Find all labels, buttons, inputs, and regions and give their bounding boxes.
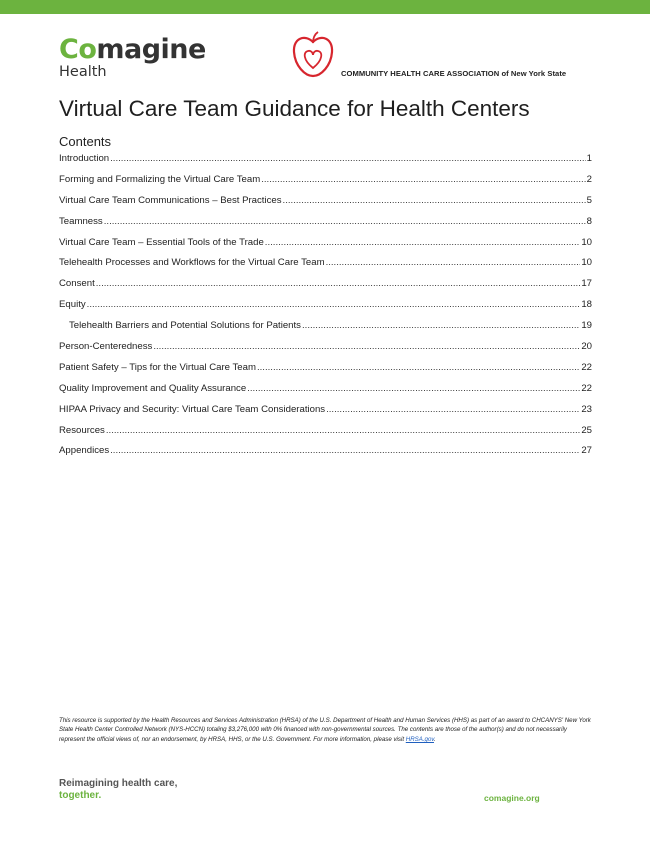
toc-entry-page: 27 [581, 445, 592, 457]
table-of-contents [59, 153, 592, 466]
toc-dot-leader [96, 278, 581, 289]
toc-dot-leader [153, 341, 580, 352]
toc-entry-page: 25 [581, 424, 592, 436]
toc-entry[interactable] [59, 153, 592, 174]
toc-entry[interactable] [59, 320, 592, 341]
toc-dot-leader [247, 383, 580, 394]
toc-entry[interactable] [59, 237, 592, 258]
toc-entry-label: Telehealth Barriers and Potential Solutions for Patients [69, 320, 301, 332]
website-url[interactable]: comagine.org [484, 793, 540, 803]
toc-entry-page: 10 [581, 257, 592, 269]
comagine-health-logo [59, 36, 206, 80]
toc-entry-label: HIPAA Privacy and Security: Virtual Care Team Considerations [59, 403, 326, 415]
toc-dot-leader [302, 320, 580, 331]
toc-entry[interactable] [59, 174, 592, 195]
toc-entry-page: 5 [586, 194, 592, 206]
toc-entry-label: Consent [59, 278, 95, 290]
toc-entry[interactable] [59, 362, 592, 383]
toc-dot-leader [110, 445, 580, 456]
toc-entry-label: Virtual Care Team Communications – Best Practices [59, 194, 282, 206]
comagine-logo-sub: Health [59, 64, 107, 80]
toc-entry-page: 23 [581, 403, 592, 415]
toc-dot-leader [283, 195, 586, 206]
toc-dot-leader [326, 404, 580, 415]
toc-entry-page: 1 [586, 153, 592, 164]
toc-entry[interactable] [59, 216, 592, 237]
toc-dot-leader [106, 425, 580, 436]
apple-heart-icon [291, 30, 335, 80]
toc-entry[interactable] [59, 404, 592, 425]
top-brand-bar [0, 0, 650, 14]
comagine-tagline [59, 778, 177, 802]
toc-entry-label: Resources [59, 424, 105, 436]
chca-name: COMMUNITY HEALTH CARE ASSOCIATION of New York State [341, 69, 567, 78]
toc-entry-label: Forming and Formalizing the Virtual Care Team [59, 173, 261, 185]
toc-entry[interactable] [59, 195, 592, 216]
hrsa-link[interactable]: HRSA.gov [405, 735, 434, 743]
toc-dot-leader [87, 299, 581, 310]
page-title: Virtual Care Team Guidance for Health Centers [59, 96, 530, 121]
toc-entry-label: Equity [59, 299, 86, 311]
tagline-line-2: together. [59, 790, 102, 801]
toc-entry-page: 22 [581, 382, 592, 394]
comagine-wordmark: Comagine [59, 34, 206, 65]
toc-entry[interactable] [59, 278, 592, 299]
toc-dot-leader [265, 237, 581, 248]
toc-entry-label: Appendices [59, 445, 110, 457]
funding-disclaimer: This resource is supported by the Health Resources and Services Administration (HRSA) of the U.S. Department of Health and Human Services (HHS) as part of an award to CHCANYS' New York State Health Center Controlled Network (NYS-HCCN) totaling $3,276,000 with 0% financed with non-governmental sources. The contents are those of the author(s) and do not necessarily represent the official views of, nor an endorsement, by HRSA, HHS, or the U.S. Government. For more information, please visit HRSA.gov. [59, 717, 591, 743]
toc-entry[interactable] [59, 299, 592, 320]
toc-entry-label: Introduction [59, 153, 110, 164]
toc-dot-leader [261, 174, 585, 185]
toc-entry-page: 2 [586, 173, 592, 185]
toc-entry-label: Patient Safety – Tips for the Virtual Care Team [59, 361, 256, 373]
toc-entry-label: Teamness [59, 215, 103, 227]
toc-dot-leader [257, 362, 580, 373]
toc-entry-page: 19 [581, 320, 592, 332]
toc-entry-page: 18 [581, 299, 592, 311]
toc-entry[interactable] [59, 341, 592, 362]
toc-entry-label: Virtual Care Team – Essential Tools of the Trade [59, 236, 264, 248]
toc-entry[interactable] [59, 383, 592, 404]
toc-entry-label: Person-Centeredness [59, 341, 153, 353]
toc-entry-label: Quality Improvement and Quality Assurance [59, 382, 247, 394]
toc-entry[interactable] [59, 425, 592, 446]
contents-heading: Contents [59, 134, 112, 149]
toc-entry[interactable] [59, 445, 592, 466]
toc-entry-page: 22 [581, 361, 592, 373]
toc-entry-page: 17 [581, 278, 592, 290]
toc-dot-leader [110, 153, 586, 164]
toc-entry-label: Telehealth Processes and Workflows for the Virtual Care Team [59, 257, 325, 269]
tagline-line-1: Reimagining health care, [59, 778, 178, 789]
toc-entry-page: 20 [581, 341, 592, 353]
toc-entry-page: 8 [586, 215, 592, 227]
toc-dot-leader [326, 257, 581, 268]
toc-dot-leader [104, 216, 586, 227]
toc-entry-page: 10 [581, 236, 592, 248]
toc-entry[interactable] [59, 257, 592, 278]
